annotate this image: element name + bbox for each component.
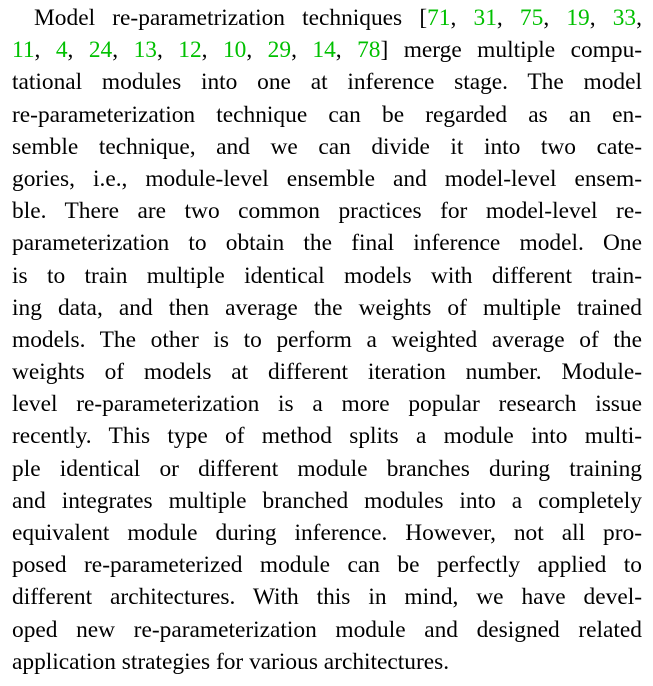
body-paragraph [12, 2, 642, 678]
citation-separator: , [201, 37, 223, 64]
text-line: recently. This type of method splits a module into multi- [12, 423, 642, 450]
text-line: re-parameterization technique can be regarded as an en- [12, 101, 642, 128]
text-line: gories, i.e., module-level ensemble and model-level ensem- [12, 165, 642, 192]
citation-link[interactable]: 4 [55, 37, 68, 64]
citation-separator: , [450, 5, 474, 31]
text-line: and integrates multiple branched modules into a completely [12, 487, 642, 514]
citation-separator: , [156, 37, 179, 64]
intro-text: Model re-parametrization techniques [ [34, 5, 428, 31]
citation-separator: , [589, 5, 613, 31]
text-line: posed re-parameterized module can be perfectly applied to [12, 552, 642, 579]
text-line: is to train multiple identical models with different train- [12, 262, 642, 289]
text-line: tational modules into one at inference stage. The model [12, 69, 642, 96]
citation-separator: , [496, 5, 520, 31]
citation-separator: , [335, 37, 358, 64]
citation-separator: , [543, 5, 567, 31]
text-line: parameterization to obtain the final inference model. One [12, 230, 642, 257]
citation-link[interactable]: 19 [566, 5, 590, 31]
text-line: ple identical or different module branches during training [12, 455, 642, 482]
citation-link[interactable]: 24 [88, 37, 113, 64]
text-line: weights of models at different iteration number. Module- [12, 359, 642, 386]
text-line: oped new re-parameterization module and designed related [12, 616, 642, 643]
text-line: level re-parameterization is a more popular research issue [12, 391, 642, 418]
citation-separator: , [34, 37, 56, 64]
text-line: equivalent module during inference. However, not all pro- [12, 520, 642, 546]
text-line: ing data, and then average the weights of multiple trained [12, 294, 642, 321]
text-line: models. The other is to perform a weighted average of the [12, 326, 642, 353]
citation-link[interactable]: 12 [178, 37, 202, 64]
citation-separator: , [246, 37, 268, 64]
text-line: different architectures. With this in mind, we have devel- [12, 584, 642, 611]
citation-link[interactable]: 71 [427, 5, 451, 31]
text-line: application strategies for various architectures. [12, 648, 450, 675]
text-line [12, 2, 642, 34]
line-text: merge multiple compu- [388, 37, 643, 64]
citation-separator: , [636, 5, 642, 31]
citation-link[interactable]: 14 [312, 37, 336, 64]
citation-link[interactable]: 10 [222, 37, 247, 64]
citation-closing: ] [380, 37, 389, 64]
text-line: ble. There are two common practices for model-level re- [12, 198, 642, 225]
citation-link[interactable]: 33 [612, 5, 637, 31]
citation-link[interactable]: 11 [12, 37, 35, 64]
citation-link[interactable]: 78 [357, 37, 381, 64]
text-line [12, 34, 642, 66]
citation-separator: , [67, 37, 89, 64]
citation-link[interactable]: 31 [473, 5, 497, 31]
citation-link[interactable]: 13 [133, 37, 157, 64]
text-line: semble technique, and we can divide it into two cate- [12, 133, 642, 160]
citation-link[interactable]: 29 [267, 37, 292, 64]
citation-separator: , [112, 37, 134, 64]
citation-link[interactable]: 75 [519, 5, 544, 31]
citation-separator: , [291, 37, 313, 64]
